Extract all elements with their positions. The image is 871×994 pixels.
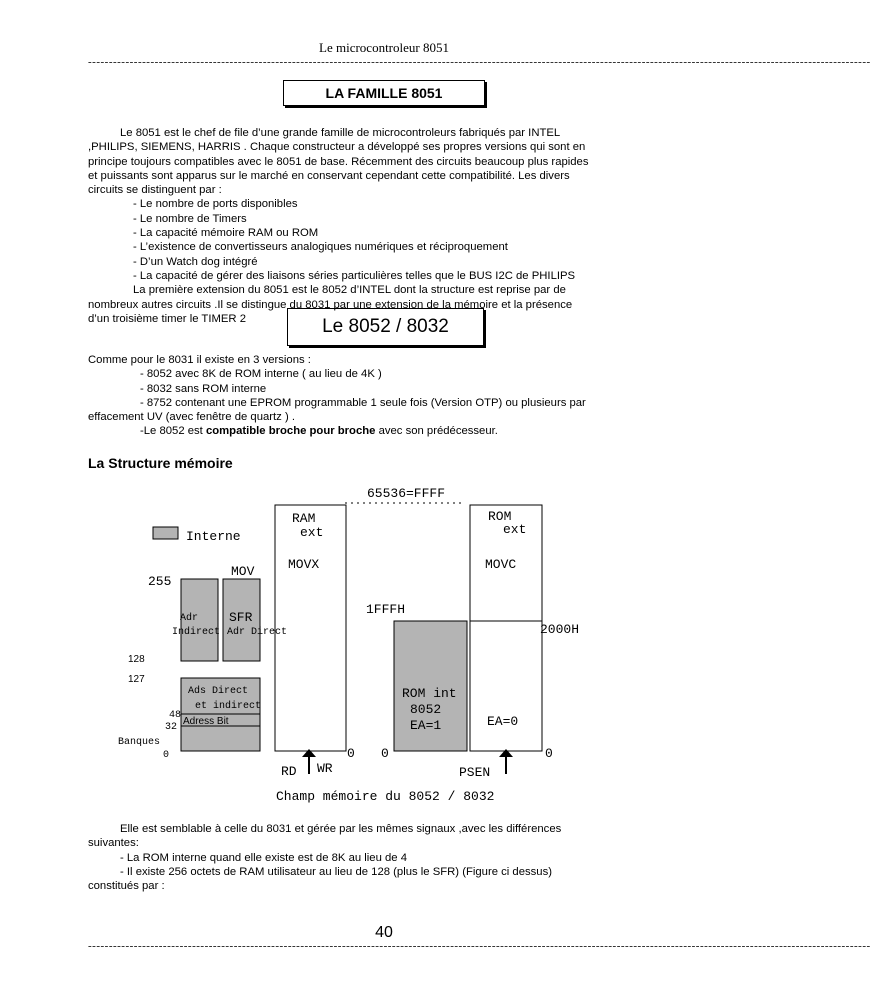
- et-indirect-label: et indirect: [195, 701, 262, 712]
- intro-line: circuits se distinguent par :: [88, 184, 222, 197]
- feature-item: - L’existence de convertisseurs analogiques numériques et réciproquement: [133, 241, 508, 254]
- addr-1fff: 1FFFH: [366, 602, 406, 617]
- compat-line: [88, 424, 678, 438]
- mov-label: MOV: [231, 564, 255, 579]
- label-zero-ramext: 0: [347, 746, 355, 761]
- section-title: La Structure mémoire: [88, 455, 233, 471]
- rom-int-label-1: ROM int: [402, 686, 457, 701]
- diagram-caption: Champ mémoire du 8052 / 8032: [276, 789, 495, 804]
- after-paragraph: [88, 822, 678, 893]
- feature-list: [88, 197, 678, 283]
- feature-item: - Le nombre de ports disponibles: [133, 198, 298, 211]
- intro-line: et puissants sont apparus sur le marché en conservant cependant cette compatibilité. Les divers: [88, 169, 570, 182]
- legend-swatch: [153, 527, 178, 539]
- rom-ext-label-1: ROM: [488, 509, 512, 524]
- after-line: constitués par :: [88, 880, 165, 893]
- versions-intro: Comme pour le 8031 il existe en 3 versions :: [88, 354, 311, 366]
- versions-paragraph: [88, 353, 678, 439]
- banques-label: Banques: [118, 737, 161, 748]
- title-famille: LA FAMILLE 8051: [283, 80, 485, 106]
- version-continuation: effacement UV (avec fenêtre de quartz ) .: [88, 411, 296, 424]
- extension-line: nombreux autres circuits .Il se distingue du 8031 par une extension de la mémoire et la présence: [88, 298, 573, 311]
- label-zero-romext: 0: [545, 746, 553, 761]
- compat-pre: -Le 8052 est: [140, 425, 206, 438]
- rom-ext-label-2: ext: [503, 522, 527, 537]
- label-255: 255: [148, 574, 172, 589]
- rd-label: RD: [281, 764, 297, 779]
- ea0-label: EA=0: [487, 714, 519, 729]
- movx-label: MOVX: [288, 557, 320, 572]
- compat-bold: compatible broche pour broche: [205, 425, 376, 438]
- version-item: - 8032 sans ROM interne: [140, 382, 267, 395]
- running-header: Le microcontroleur 8051: [319, 40, 449, 55]
- wr-label: WR: [317, 761, 333, 776]
- page-number: 40: [375, 924, 393, 941]
- feature-item: - Le nombre de Timers: [133, 212, 247, 225]
- memory-map-diagram: [0, 480, 768, 810]
- compat-post: avec son prédécesseur.: [375, 425, 498, 438]
- label-128: 128: [128, 654, 145, 665]
- label-zero-romint: 0: [381, 746, 389, 761]
- adr-direct-label: Adr Direct: [227, 627, 288, 638]
- version-item: - 8752 contenant une EPROM programmable 1 seule fois (Version OTP) ou plusieurs par: [140, 396, 586, 409]
- ads-direct-label: Ads Direct: [188, 686, 249, 697]
- intro-line: ,PHILIPS, SIEMENS, HARRIS . Chaque constructeur a développé ses propres versions qui sont en: [88, 141, 586, 154]
- label-127: 127: [128, 674, 145, 685]
- footer-rule: --------------------------------------------------------------------------------------------------------------------------------------------------------------------------------------------: [88, 940, 871, 952]
- after-line: - Il existe 256 octets de RAM utilisateur au lieu de 128 (plus le SFR) (Figure ci dessus): [120, 865, 552, 878]
- title-8052: Le 8052 / 8032: [287, 308, 484, 346]
- sfr-label: SFR: [229, 610, 253, 625]
- intro-paragraph: [88, 126, 678, 326]
- top-address: 65536=FFFF: [367, 486, 446, 501]
- after-line: Elle est semblable à celle du 8031 et gérée par les mêmes signaux ,avec les différences: [120, 823, 562, 835]
- rom-int-label-3: EA=1: [410, 718, 442, 733]
- extension-line: d’un troisième timer le TIMER 2: [88, 312, 246, 325]
- label-zero-ram: 0: [163, 750, 170, 761]
- legend-label: Interne: [186, 529, 241, 544]
- feature-item: - D’un Watch dog intégré: [133, 255, 258, 268]
- rom-int-label-2: 8052: [410, 702, 442, 717]
- adress-bit-label: Adress Bit: [183, 716, 229, 727]
- movc-label: MOVC: [485, 557, 517, 572]
- label-32: 32: [165, 722, 178, 733]
- header-rule: --------------------------------------------------------------------------------------------------------------------------------------------------------------------------------------------: [88, 56, 871, 68]
- after-line: suivantes:: [88, 837, 139, 850]
- intro-line: principe toujours compatibles avec le 8051 de base. Récemment des circuits beaucoup plus rapides: [88, 155, 589, 168]
- version-item: - 8052 avec 8K de ROM interne ( au lieu de 4K ): [140, 368, 382, 381]
- feature-item: - La capacité de gérer des liaisons séries particulières telles que le BUS I2C de PHILIPS: [133, 269, 576, 282]
- indirect-label: Indirect: [172, 627, 221, 638]
- ram-ext-label-2: ext: [300, 525, 324, 540]
- after-line: - La ROM interne quand elle existe est de 8K au lieu de 4: [120, 851, 407, 864]
- adr-label: Adr: [180, 613, 199, 624]
- psen-label: PSEN: [459, 765, 491, 780]
- extension-line: La première extension du 8051 est le 8052 d’INTEL dont la structure est reprise par de: [133, 284, 566, 297]
- intro-line: Le 8051 est le chef de file d’une grande famille de microcontroleurs fabriqués par INTEL: [120, 127, 561, 139]
- label-48: 48: [169, 710, 182, 721]
- feature-item: - La capacité mémoire RAM ou ROM: [133, 227, 319, 240]
- addr-2000: 2000H: [540, 622, 580, 637]
- ram-ext-label-1: RAM: [292, 511, 316, 526]
